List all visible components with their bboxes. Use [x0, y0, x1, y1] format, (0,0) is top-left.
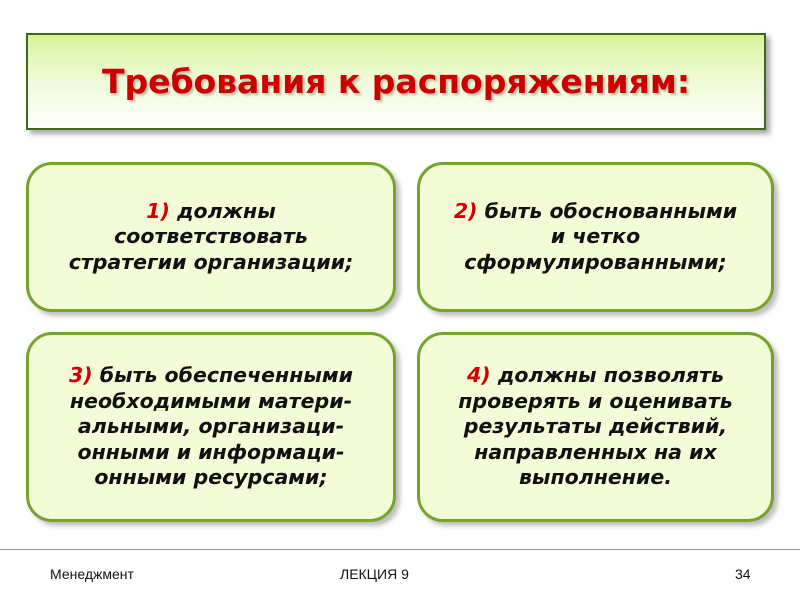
- requirement-text-4: [458, 363, 732, 491]
- requirement-line: онными и информаци-: [77, 439, 345, 464]
- requirement-line: стратегии организации;: [68, 249, 354, 274]
- requirement-line: и четко: [550, 224, 641, 249]
- requirement-box-2: [417, 162, 774, 312]
- requirement-line: быть обеспеченными: [99, 362, 354, 387]
- requirement-line: направленных на их: [474, 439, 717, 464]
- slide-title: Требования к распоряжениям:: [101, 62, 691, 101]
- title-banner: [26, 33, 766, 130]
- requirement-line: соответствовать: [114, 224, 308, 249]
- footer-page-number: 34: [735, 566, 751, 582]
- footer-course-name: Менеджмент: [50, 566, 134, 582]
- requirement-number-3: 3): [68, 362, 93, 387]
- footer-divider: [0, 549, 800, 550]
- requirement-text-3: [69, 363, 353, 491]
- requirement-box-3: [26, 332, 396, 522]
- requirement-line: должны: [177, 198, 276, 223]
- footer-lecture-label: ЛЕКЦИЯ 9: [340, 566, 409, 582]
- requirement-line: быть обоснованными: [484, 198, 738, 223]
- requirement-line: выполнение.: [518, 465, 673, 490]
- requirement-line: сформулированными;: [464, 249, 727, 274]
- requirement-number-1: 1): [146, 198, 170, 223]
- requirement-line: необходимыми матери-: [69, 388, 353, 413]
- requirement-line: альными, организаци-: [77, 414, 345, 439]
- requirement-box-4: [417, 332, 774, 522]
- requirement-line: должны позволять: [497, 362, 724, 387]
- requirement-line: онными ресурсами;: [94, 465, 328, 490]
- requirement-line: проверять и оценивать: [458, 388, 733, 413]
- requirement-text-2: [454, 199, 737, 276]
- requirement-line: результаты действий,: [463, 414, 728, 439]
- requirement-box-1: [26, 162, 396, 312]
- requirement-text-1: [69, 199, 354, 276]
- requirement-number-2: 2): [453, 198, 478, 223]
- requirement-number-4: 4): [467, 362, 491, 387]
